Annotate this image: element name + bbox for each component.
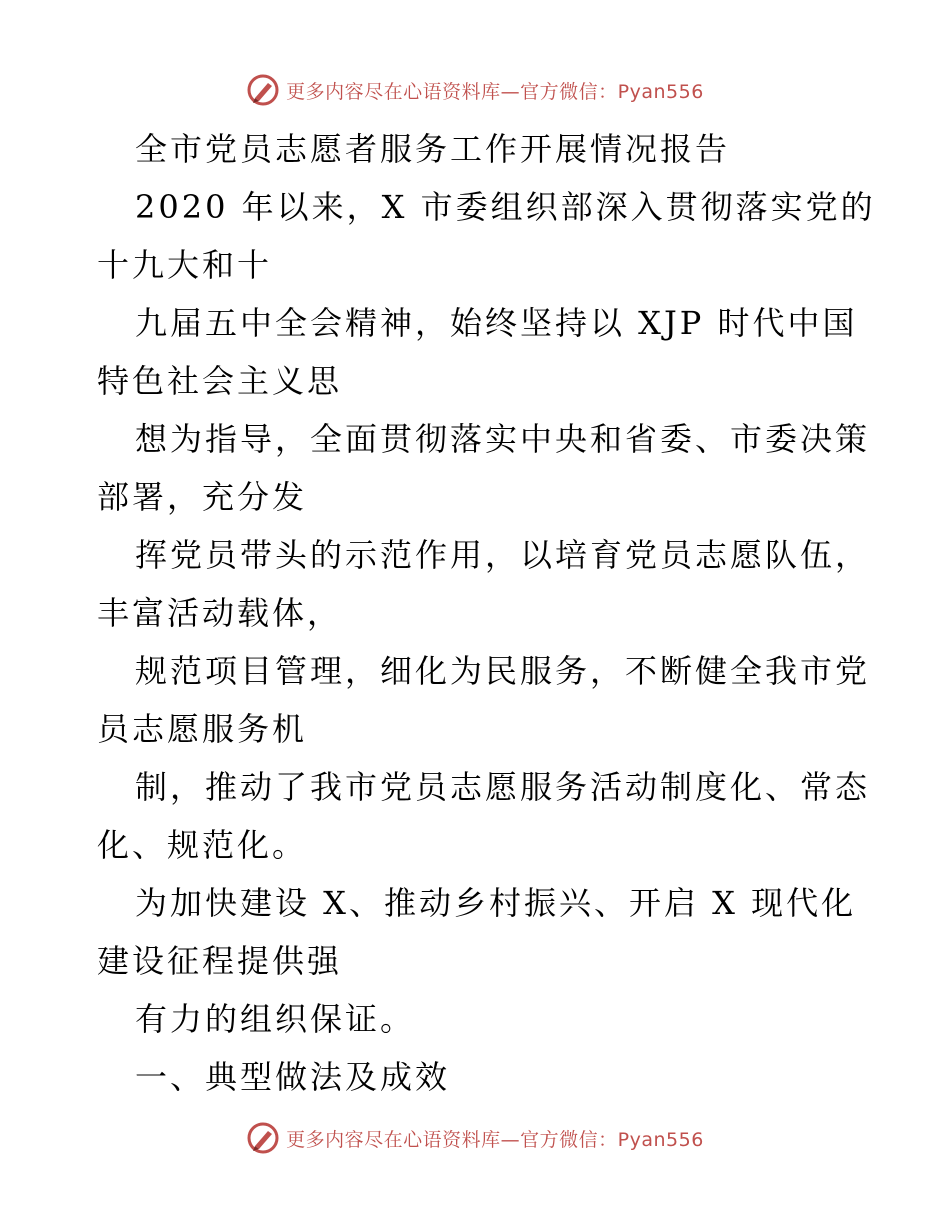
text-line: 想为指导，全面贯彻落实中央和省委、市委决策 — [135, 420, 871, 458]
text-line: 十九大和十 — [97, 246, 273, 284]
watermark-header-text: 更多内容尽在心语资料库—官方微信：Pyan556 — [286, 80, 704, 103]
pen-logo-icon — [246, 73, 280, 107]
text-line: 建设征程提供强 — [97, 942, 343, 980]
text-line: 规范项目管理，细化为民服务，不断健全我市党 — [135, 652, 871, 690]
text-line: 2020 年以来，X 市委组织部深入贯彻落实党的 — [135, 188, 876, 226]
text-line: 员志愿服务机 — [97, 710, 308, 748]
text-line: 丰富活动载体， — [97, 594, 343, 632]
text-line: 特色社会主义思 — [97, 362, 343, 400]
text-line: 为加快建设 X、推动乡村振兴、开启 X 现代化 — [135, 884, 857, 922]
text-line: 部署，充分发 — [97, 478, 308, 516]
watermark-footer — [0, 1118, 950, 1158]
text-line: 一、典型做法及成效 — [135, 1058, 451, 1096]
text-line: 有力的组织保证。 — [135, 1000, 416, 1038]
text-line: 九届五中全会精神，始终坚持以 XJP 时代中国 — [135, 304, 858, 342]
text-line: 挥党员带头的示范作用，以培育党员志愿队伍， — [135, 536, 871, 574]
document-body — [97, 120, 876, 1106]
watermark-header-inner — [246, 73, 704, 107]
watermark-header — [0, 70, 950, 110]
text-line: 化、规范化。 — [97, 826, 308, 864]
pen-logo-icon — [246, 1121, 280, 1155]
text-line: 制，推动了我市党员志愿服务活动制度化、常态 — [135, 768, 871, 806]
watermark-footer-inner — [246, 1121, 704, 1155]
document-title: 全市党员志愿者服务工作开展情况报告 — [135, 130, 731, 168]
watermark-footer-text: 更多内容尽在心语资料库—官方微信：Pyan556 — [286, 1128, 704, 1151]
